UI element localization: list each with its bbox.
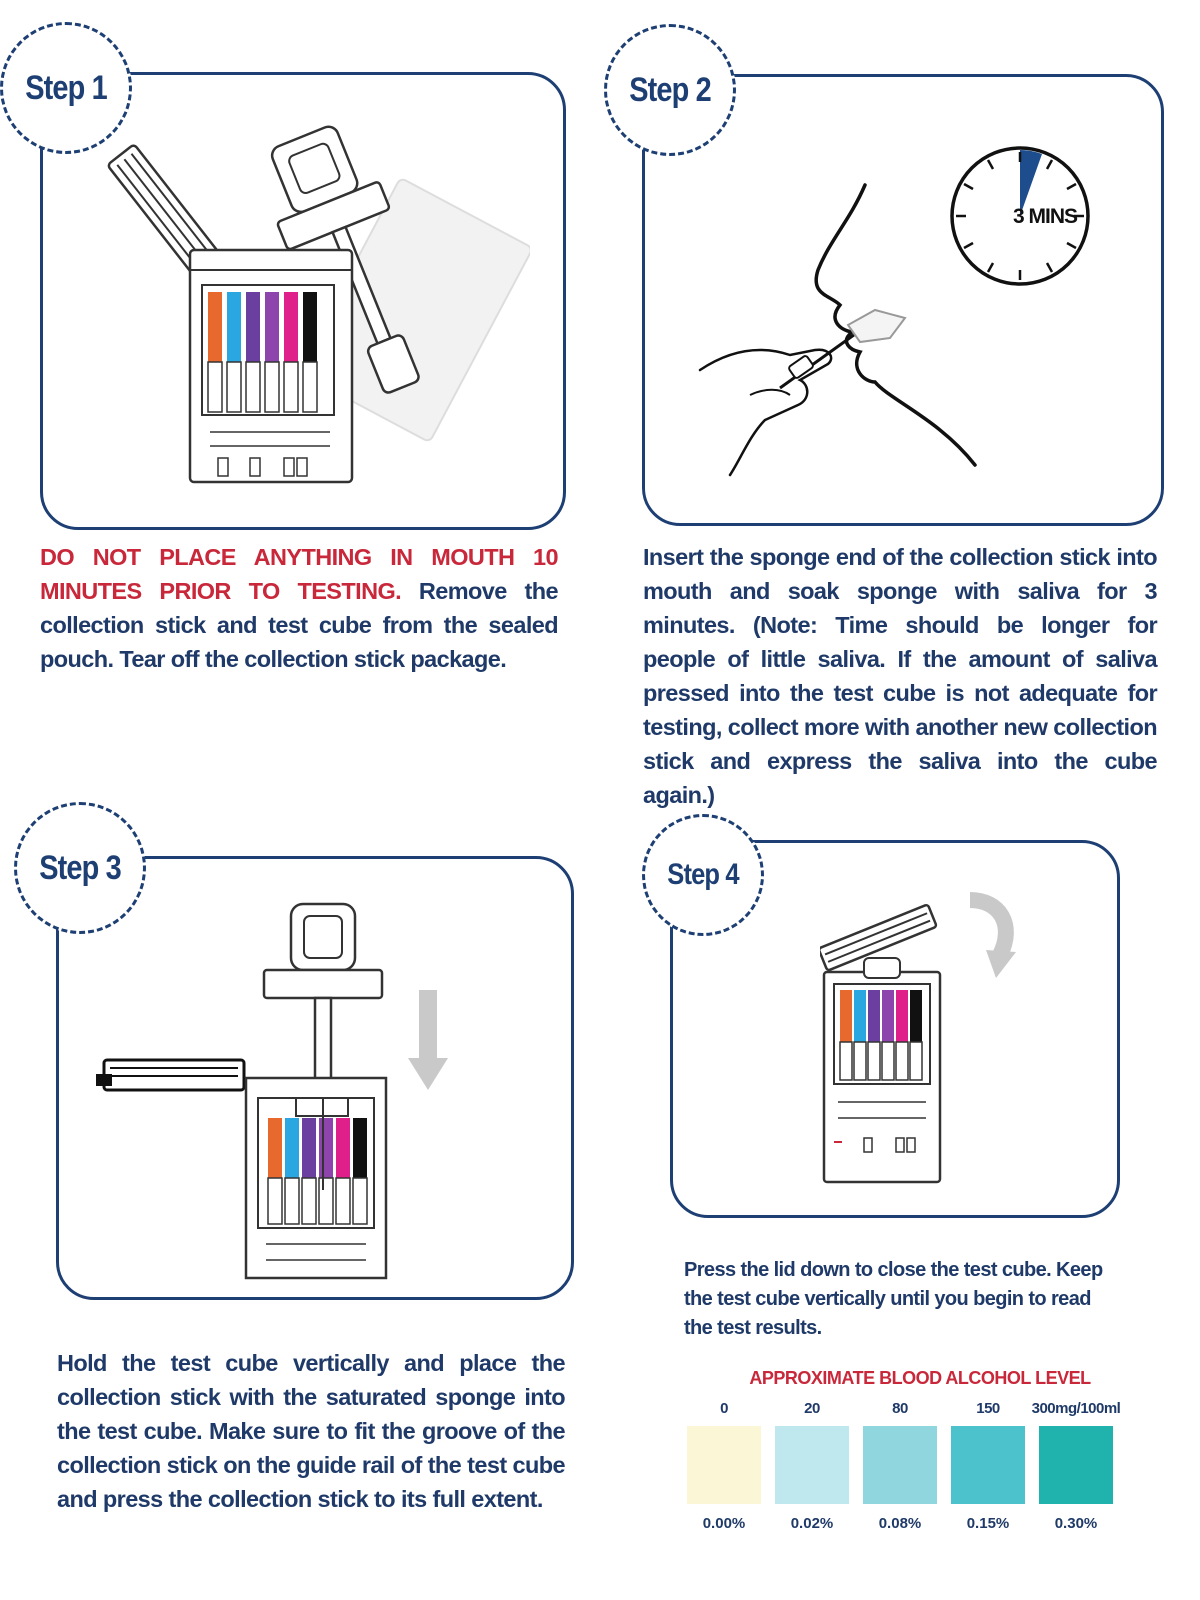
bac-pct-0: 0.00% <box>702 1515 746 1532</box>
step3-text: Hold the test cube vertically and place the collection stick with the saturated sponge into the test cube. Make sure to fit the groove of the collection stick on the guide rail of the test cube and press the collection stick to its full extent. <box>57 1350 565 1512</box>
bac-label-0: 0 <box>720 1400 728 1417</box>
step1-badge-label: Step 1 <box>25 68 107 107</box>
step2-text: Insert the sponge end of the collection stick into mouth and soak sponge with saliva for 3 minutes. (Note: Time should be longer for people of little saliva. If the amount of saliva pressed into the test cube is not adequate for testing, collect more with another new collection stick and express the saliva into the cube again.) <box>643 544 1157 808</box>
step4-text: Press the lid down to close the test cube. Keep the test cube vertically until you begin to read the test results. <box>684 1259 1103 1339</box>
rotate-arrow-icon <box>970 900 1016 978</box>
step4-illustration <box>820 880 1040 1190</box>
bac-label-300: 300mg/100ml <box>1031 1400 1121 1417</box>
down-arrow-icon <box>408 990 448 1090</box>
step1-warning: DO NOT PLACE ANYTHING IN MOUTH 10 MINUTES PRIOR TO TESTING. <box>40 544 558 604</box>
bac-label-20: 20 <box>804 1400 820 1417</box>
step3-illustration <box>96 890 536 1280</box>
bac-swatch-150 <box>951 1426 1025 1504</box>
step2-badge-label: Step 2 <box>629 70 711 109</box>
step3-badge-label: Step 3 <box>39 848 121 887</box>
step1-instructions: Remove the collection stick and test cube from the sealed pouch. Tear off the collection stick package. <box>40 578 558 672</box>
step4-badge-label: Step 4 <box>667 858 739 891</box>
bac-title: APPROXIMATE BLOOD ALCOHOL LEVEL <box>749 1368 1091 1388</box>
bac-label-150: 150 <box>976 1400 1000 1417</box>
bac-pct-80: 0.08% <box>878 1515 922 1532</box>
timer-label: 3 MINS <box>1012 205 1077 228</box>
bac-label-80: 80 <box>892 1400 908 1417</box>
bac-swatch-20 <box>775 1426 849 1504</box>
bac-swatch-0 <box>687 1426 761 1504</box>
step2-illustration <box>690 120 1130 500</box>
bac-swatch-80 <box>863 1426 937 1504</box>
step1-illustration <box>90 120 530 500</box>
bac-pct-150: 0.15% <box>966 1515 1010 1532</box>
step4-badge <box>642 814 764 936</box>
bac-pct-20: 0.02% <box>790 1515 834 1532</box>
bac-swatch-300 <box>1039 1426 1113 1504</box>
step1-text <box>40 540 558 676</box>
bac-pct-300: 0.30% <box>1054 1515 1098 1532</box>
